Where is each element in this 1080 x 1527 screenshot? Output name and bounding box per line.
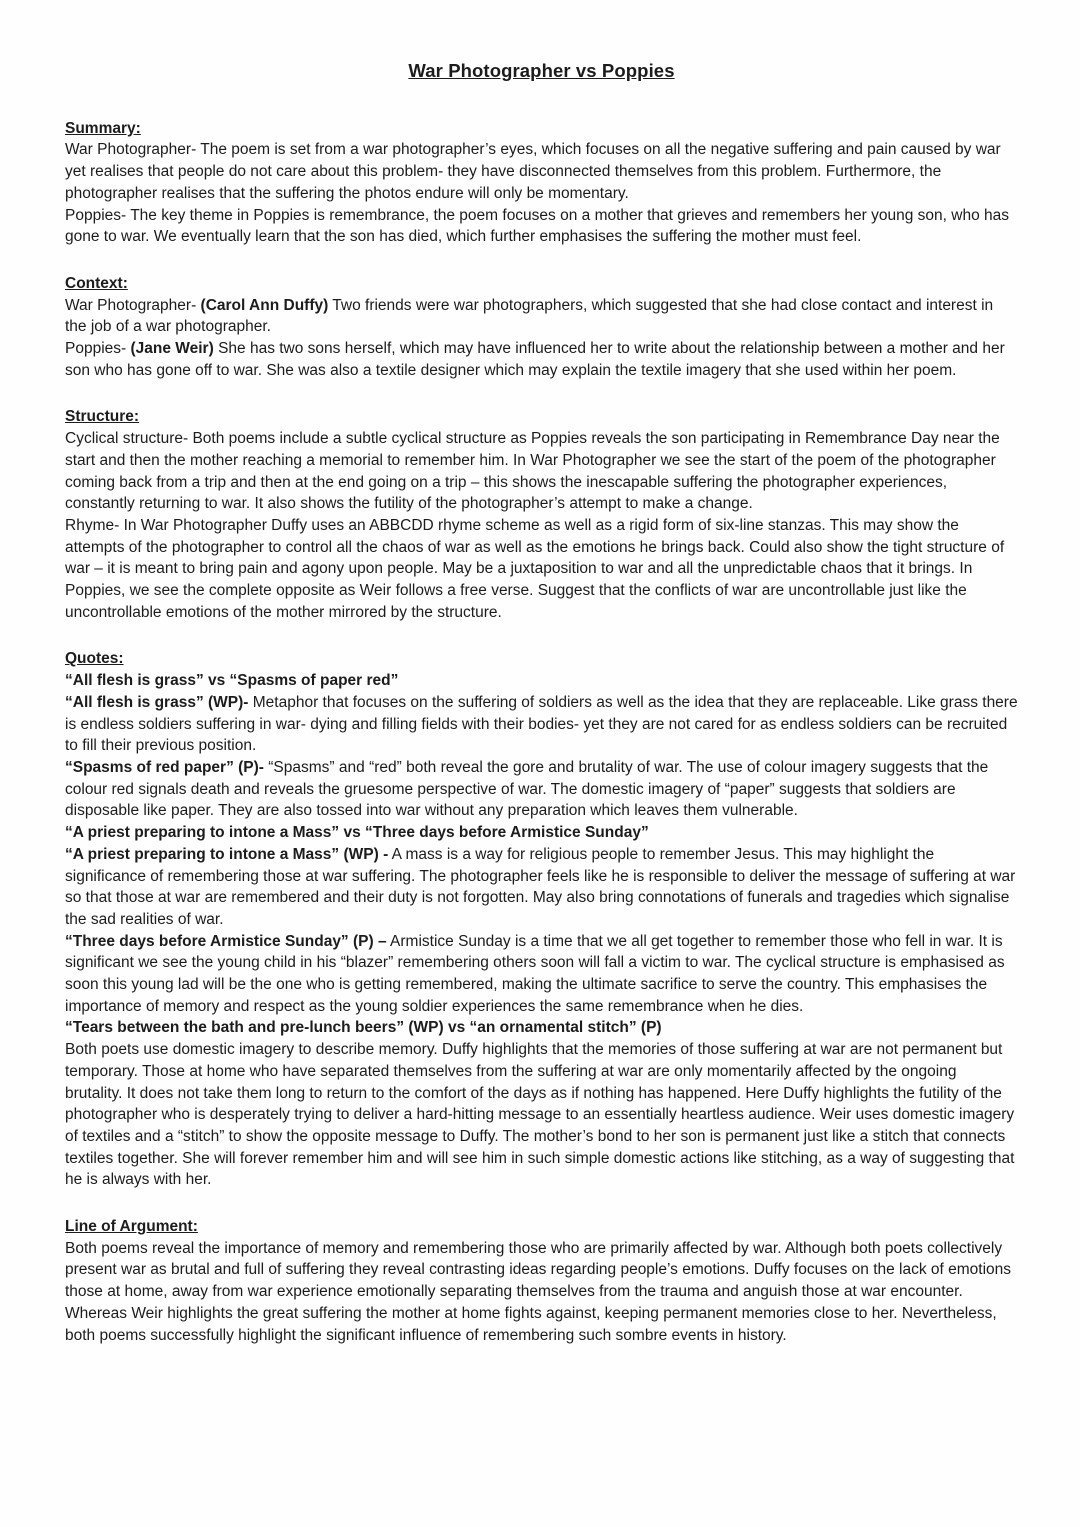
paragraph: [65, 1039, 1018, 1191]
text-run: Poppies- The key theme in Poppies is remembrance, the poem focuses on a mother that grieves and remembers her young son, who has gone to war. We eventually learn that the son has died, which further emphasises the suffering the mother must feel.: [65, 206, 1009, 246]
text-run: She has two sons herself, which may have influenced her to write about the relationship between a mother and her son who has gone off to war. She was also a textile designer which may explain the textile imagery that she used within her poem.: [65, 340, 1005, 379]
section-heading: Line of Argument:: [65, 1218, 198, 1236]
paragraph: [65, 205, 1018, 248]
bold-text-run: “Spasms of red paper” (P)-: [65, 758, 264, 776]
paragraph: [65, 1238, 1018, 1347]
paragraph: [65, 822, 1018, 844]
section-heading: Summary:: [65, 119, 141, 137]
bold-text-run: “A priest preparing to intone a Mass” vs “Three days before Armistice Sunday”: [65, 824, 649, 842]
text-run: Armistice Sunday is a time that we all get together to remember those who fell in war. It is significant we see the young child in his “blazer” remembering others soon will fall a victim to war. The cyclical structure is emphasised as soon this young lad will be the one who is getting remembered, making the ultimate sacrifice to serve the country. This emphasises the importance of memory and respect as the young soldier experiences the same remembrance when he dies.: [65, 932, 1005, 1015]
text-run: War Photographer-: [65, 296, 201, 314]
paragraph: [65, 515, 1018, 624]
bold-text-run: “Tears between the bath and pre-lunch beers” (WP) vs “an ornamental stitch” (P): [65, 1019, 662, 1037]
section-summary: [65, 118, 1018, 248]
paragraph: [65, 428, 1018, 515]
paragraph: [65, 338, 1018, 381]
paragraph: [65, 139, 1018, 204]
bold-text-run: “A priest preparing to intone a Mass” (WP) -: [65, 845, 389, 863]
paragraph: [65, 931, 1018, 1018]
document-body: [65, 118, 1018, 1347]
bold-text-run: “All flesh is grass” vs “Spasms of paper red”: [65, 672, 399, 690]
text-run: Rhyme- In War Photographer Duffy uses an ABBCDD rhyme scheme as well as a rigid form of six-line stanzas. This may show the attempts of the photographer to control all the chaos of war as well as the emotions he brings back. Could also show the tight structure of war – it is meant to bring pain and agony upon people. May be a juxtaposition to war and all the unpredictable chaos that it brings. In Poppies, we see the complete opposite as Weir follows a free verse. Suggest that the conflicts of war are uncontrollable just like the uncontrollable emotions of the mother mirrored by the structure.: [65, 516, 1005, 621]
text-run: Metaphor that focuses on the suffering of soldiers as well as the idea that they are replaceable. Like grass there is endless soldiers suffering in war- dying and filling fields with their bodies- yet they are not cared for as endless soldiers can be recruited to fill their previous position.: [65, 693, 1018, 755]
paragraph: [65, 670, 1018, 692]
paragraph: [65, 692, 1018, 757]
section-line-of-argument: [65, 1216, 1018, 1346]
text-run: “Spasms” and “red” both reveal the gore and brutality of war. The use of colour imagery suggests that the colour red signals death and reveals the gruesome perspective of war. The domestic imagery of “paper” suggests that soldiers are disposable like paper. They are also tossed into war without any preparation which leaves them vulnerable.: [65, 758, 989, 820]
section-context: [65, 273, 1018, 382]
section-quotes: [65, 648, 1018, 1191]
paragraph: [65, 757, 1018, 822]
paragraph: [65, 295, 1018, 338]
bold-text-run: (Jane Weir): [130, 340, 214, 358]
text-run: Both poems reveal the importance of memory and remembering those who are primarily affected by war. Although both poets collectively present war as brutal and full of suffering they reveal contrasting ideas regarding people’s emotions. Duffy focuses on the lack of emotions those at home, away from war experience emotionally separating themselves from the trauma and anguish those at war encounter. Whereas Weir highlights the great suffering the mother at home fights against, keeping permanent memories close to her. Nevertheless, both poems successfully highlight the significant influence of remembering such sombre events in history.: [65, 1239, 1012, 1344]
text-run: Two friends were war photographers, which suggested that she had close contact and interest in the job of a war photographer.: [65, 296, 994, 336]
document-title: War Photographer vs Poppies: [408, 60, 675, 81]
text-run: War Photographer- The poem is set from a war photographer’s eyes, which focuses on all the negative suffering and pain caused by war yet realises that people do not care about this problem- they have disconnected themselves from this problem. Furthermore, the photographer realises that the suffering the photos endure will only be momentary.: [65, 141, 1001, 202]
bold-text-run: “Three days before Armistice Sunday” (P) –: [65, 932, 387, 950]
bold-text-run: (Carol Ann Duffy): [200, 296, 329, 314]
text-run: Both poets use domestic imagery to describe memory. Duffy highlights that the memories of those suffering at war are not permanent but temporary. Those at home who have separated themselves from the suffering at war are only momentarily affected by the ongoing brutality. It does not take them long to return to the comfort of the days as if nothing has happened. Here Duffy highlights the futility of the photographer who is desperately trying to deliver a hard-hitting message to an essentially heartless audience. Weir uses domestic imagery of textiles and a “stitch” to show the opposite message to Duffy. The mother’s bond to her son is permanent just like a stitch that connects textiles together. She will forever remember him and will see him in such simple domestic actions like stitching, as a way of suggesting that he is always with her.: [65, 1041, 1015, 1189]
bold-text-run: “All flesh is grass” (WP)-: [65, 693, 249, 711]
section-heading: Structure:: [65, 408, 140, 426]
text-run: Poppies-: [65, 340, 131, 358]
paragraph: [65, 844, 1018, 931]
paragraph: [65, 1017, 1018, 1039]
text-run: A mass is a way for religious people to remember Jesus. This may highlight the significance of remembering those at war suffering. The photographer feels like he is responsible to deliver the message of suffering at war so that those at war are remembered and their duty is not forgotten. May also bring connotations of funerals and tragedies which signalise the sad realities of war.: [65, 845, 1016, 928]
section-heading: Quotes:: [65, 650, 124, 668]
section-structure: [65, 406, 1018, 623]
section-heading: Context:: [65, 274, 128, 292]
text-run: Cyclical structure- Both poems include a subtle cyclical structure as Poppies reveals the son participating in Remembrance Day near the start and then the mother reaching a memorial to remember him. In War Photographer we see the start of the poem of the photographer coming back from a trip and then at the end going on a trip – this shows the inescapable suffering the photographer experiences, constantly returning to war. It also shows the futility of the photographer’s attempt to make a change.: [65, 430, 1000, 513]
